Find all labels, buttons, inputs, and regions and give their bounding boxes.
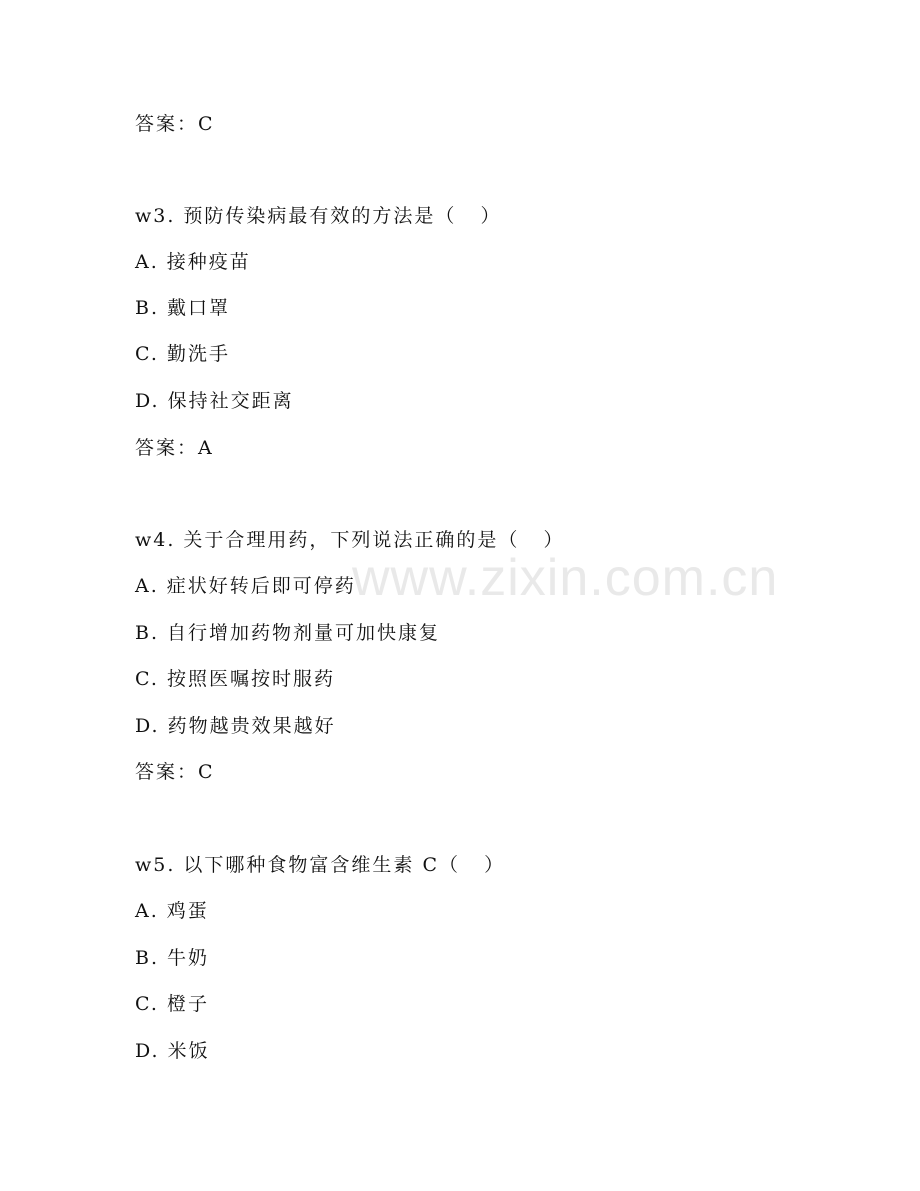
question-w3-option-a: A. 接种疫苗: [135, 251, 251, 273]
question-w4-option-a: A. 症状好转后即可停药: [135, 575, 356, 597]
question-w3-title: w3. 预防传染病最有效的方法是（ ）: [135, 205, 502, 227]
watermark: www.zixin.com.cn: [352, 549, 779, 607]
question-w4-title: w4. 关于合理用药，下列说法正确的是（ ）: [135, 529, 565, 551]
question-w5-option-a: A. 鸡蛋: [135, 900, 209, 922]
question-w4-option-b: B. 自行增加药物剂量可加快康复: [135, 622, 441, 644]
question-w5-option-b: B. 牛奶: [135, 947, 210, 969]
question-w4-option-c: C. 按照医嘱按时服药: [135, 668, 335, 690]
question-w3-option-b: B. 戴口罩: [135, 297, 231, 319]
question-w3-option-d: D. 保持社交距离: [135, 390, 294, 412]
question-w5-option-d: D. 米饭: [135, 1040, 210, 1062]
question-w5-option-c: C. 橙子: [135, 993, 209, 1015]
question-w4-option-d: D. 药物越贵效果越好: [135, 715, 336, 737]
question-w4-answer: 答案：C: [135, 761, 215, 783]
question-w3-option-c: C. 勤洗手: [135, 343, 230, 365]
question-w5-title: w5. 以下哪种食物富含维生素 C（ ）: [135, 854, 506, 876]
previous-answer: 答案：C: [135, 113, 215, 135]
question-w3-answer: 答案：A: [135, 437, 214, 459]
